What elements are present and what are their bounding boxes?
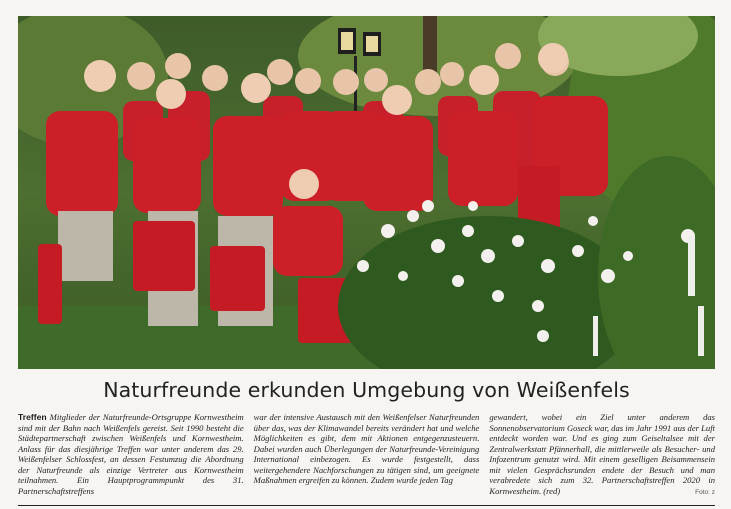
photo-illustration: [18, 16, 715, 369]
bottom-rule: [18, 505, 715, 506]
article-column-2: [254, 412, 480, 498]
article-body: [18, 412, 715, 498]
article-column-3: [489, 412, 715, 498]
column-2-text: war der intensive Austausch mit den Weißenfelser Naturfreunden über das, was der Klimawandel bereits verändert hat und welche Möglichkeiten es gibt, dem mit Aktionen entgegenzusteuern. Dabei wurden auch Überlegungen der Naturfreunde-Vereinigung International einbezogen. Es wurde festgestellt, dass weitergehendere Nachforschungen zu tätigen sind, um geeignete Maßnahmen ergreifen zu können. Zudem wurde jeden Tag: [253, 412, 480, 486]
lead-word: Treffen: [18, 412, 47, 422]
article-column-1: [18, 412, 244, 498]
column-1-text: Mitglieder der Naturfreunde-Ortsgruppe Kornwestheim sind mit der Bahn nach Weißenfels gereist. Seit 1990 besteht die Städtepartnerschaft zwischen Weißenfels und Kornwestheim. Anlass für das diesjährige Treffen war unter anderem das 29. Weißenfelser Schlossfest, an dessen Festumzug die Abordnung der Naturfreunde als einzige Vertreter aus Kornwestheim teilnahmen. Ein Hauptprogrammpunkt des 31. Partnerschaftstreffens: [18, 412, 244, 496]
column-3-text: gewandert, wobei ein Ziel unter anderem das Sonnenobservatorium Goseck war, das im Jahr 1991 aus der Luft entdeckt worden war. Und es ging zum Geiseltalsee mit der Zentralwerkstatt Pfännerhall, die mittlerweile als Besucher- und Infozentrum genutzt wird. Mit einem geselligen Beisammensein mit vielen Gesprächsrunden endete der Besuch und man verabredete sich zum 32. Partnerschaftstreffen 2020 in Kornwestheim. (red): [489, 412, 716, 496]
photo-credit: Foto: z: [695, 488, 716, 496]
group-photo: [18, 16, 715, 369]
article-headline: Naturfreunde erkunden Umgebung von Weißenfels: [103, 378, 630, 402]
